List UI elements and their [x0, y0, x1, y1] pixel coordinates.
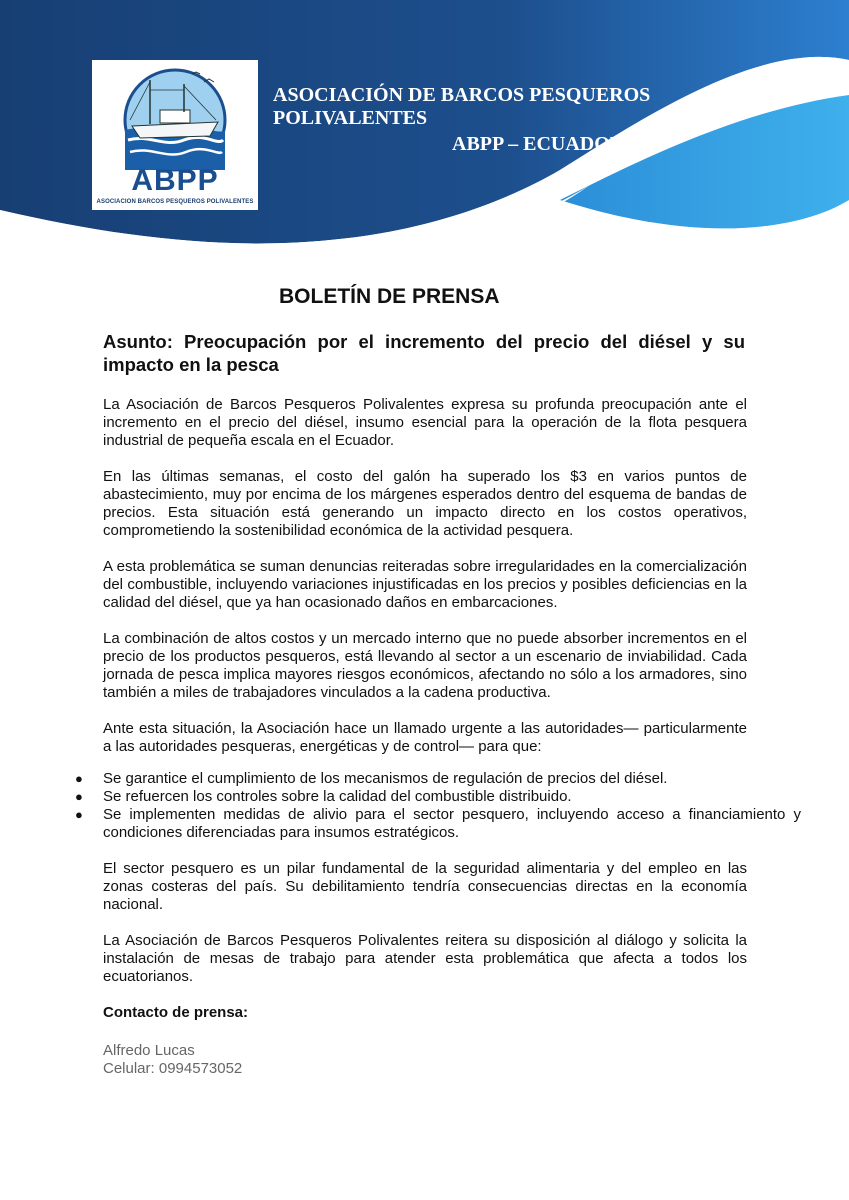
paragraph: A esta problemática se suman denuncias reiteradas sobre irregularidades en la comercialización del combustible, incluyendo variaciones injustificadas en los precios y posibles deficiencias en la calidad del diésel, que ya han ocasionado daños en embarcaciones. — [103, 558, 747, 611]
list-item: ● Se refuercen los controles sobre la calidad del combustible distribuido. — [75, 788, 572, 805]
logo-abbreviation: ABPP — [131, 164, 219, 197]
association-logo — [92, 60, 258, 210]
list-item: ● Se garantice el cumplimiento de los mecanismos de regulación de precios del diésel. — [75, 770, 668, 787]
paragraph: En las últimas semanas, el costo del galón ha superado los $3 en varios puntos de abastecimiento, muy por encima de los márgenes esperados dentro del esquema de bandas de precios. Esta situación está generando un impacto directo en los costos operativos, comprometiendo la sostenibilidad económica de la actividad pesquera. — [103, 468, 747, 539]
contact-name: Alfredo Lucas — [103, 1042, 195, 1059]
logo-full-name: ASOCIACION BARCOS PESQUEROS POLIVALENTES — [96, 199, 254, 205]
bullet-icon: ● — [75, 807, 83, 822]
bullet-icon: ● — [75, 789, 83, 804]
document-body — [75, 396, 801, 1078]
bullet-icon: ● — [75, 771, 83, 786]
document-title: BOLETÍN DE PRENSA — [279, 285, 500, 308]
list-item: ● Se implementen medidas de alivio para el sector pesquero, incluyendo acceso a financiamiento y condiciones diferenciadas para insumos estratégicos. — [75, 806, 801, 841]
press-contact-label: Contacto de prensa: — [103, 1004, 249, 1021]
paragraph: Ante esta situación, la Asociación hace un llamado urgente a las autoridades— particularmente a las autoridades pesqueras, energéticas y de control— para que: — [103, 720, 747, 755]
contact-phone: Celular: 0994573052 — [103, 1060, 243, 1077]
organization-name: ASOCIACIÓN DE BARCOS PESQUEROS POLIVALENTES — [273, 84, 651, 129]
paragraph: La Asociación de Barcos Pesqueros Polivalentes reitera su disposición al diálogo y solicita la instalación de mesas de trabajo para atender esta problemática que afecta a todos los ecuatorianos. — [103, 932, 747, 985]
document-subject: Asunto: Preocupación por el incremento del precio del diésel y su impacto en la pesca — [103, 331, 745, 375]
organization-country: ABPP – ECUADOR — [452, 133, 625, 155]
paragraph: El sector pesquero es un pilar fundamental de la seguridad alimentaria y del empleo en las zonas costeras del país. Su debilitamiento tendría consecuencias directas en la economía nacional. — [103, 860, 747, 913]
letterhead-banner — [0, 0, 849, 265]
paragraph: La Asociación de Barcos Pesqueros Polivalentes expresa su profunda preocupación ante el incremento en el precio del diésel, insumo esencial para la operación de la flota pesquera industrial de pequeña escala en el Ecuador. — [103, 396, 747, 449]
requests-list — [0, 770, 801, 842]
paragraph: La combinación de altos costos y un mercado interno que no puede absorber incrementos en el precio de los productos pesqueros, está llevando al sector a un escenario de inviabilidad. Cada jornada de pesca implica mayores riesgos económicos, afectando no sólo a los armadores, sino también a miles de trabajadores vinculados a la cadena productiva. — [103, 630, 747, 701]
